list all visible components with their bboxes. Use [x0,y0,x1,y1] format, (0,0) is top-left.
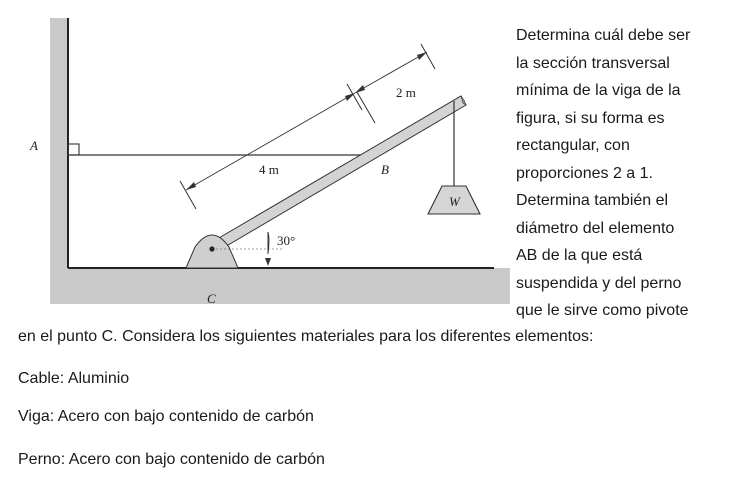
material-beam: Viga: Acero con bajo contenido de carbón [18,408,314,425]
dim-label-2m: 2 m [396,85,416,100]
dim-line-2m [355,52,427,93]
problem-continuation: en el punto C. Considera los siguientes materiales para los diferentes elementos: [18,328,594,345]
material-pin: Perno: Acero con bajo contenido de carbón [18,451,325,468]
text-line: diámetro del elemento [516,219,675,237]
text-line: figura, si su forma es [516,109,665,127]
text-line: Determina cuál debe ser [516,27,691,44]
label-c: C [207,291,216,306]
text-line: la sección transversal [516,54,670,72]
angle-label: 30° [277,233,296,248]
text-line: rectangular, con [516,137,630,154]
text-line: Determina también el [516,192,669,209]
floor [50,268,510,304]
label-a: A [30,138,38,153]
label-b: B [381,162,389,177]
material-cable: Cable: Aluminio [18,370,130,387]
wall [50,18,68,304]
dim-label-4m: 4 m [259,162,279,177]
text-line: que le sirve como pivote [516,302,689,319]
beam-diagram [14,18,510,314]
text-line: suspendida y del perno [516,274,682,292]
text-line: AB de la que está [516,247,643,264]
problem-side-text [516,22,738,325]
beam [212,96,466,251]
text-line: mínima de la viga de la [516,82,681,99]
right-angle-mark [68,144,79,155]
label-w: W [449,194,460,209]
text-line: proporciones 2 a 1. [516,164,653,182]
